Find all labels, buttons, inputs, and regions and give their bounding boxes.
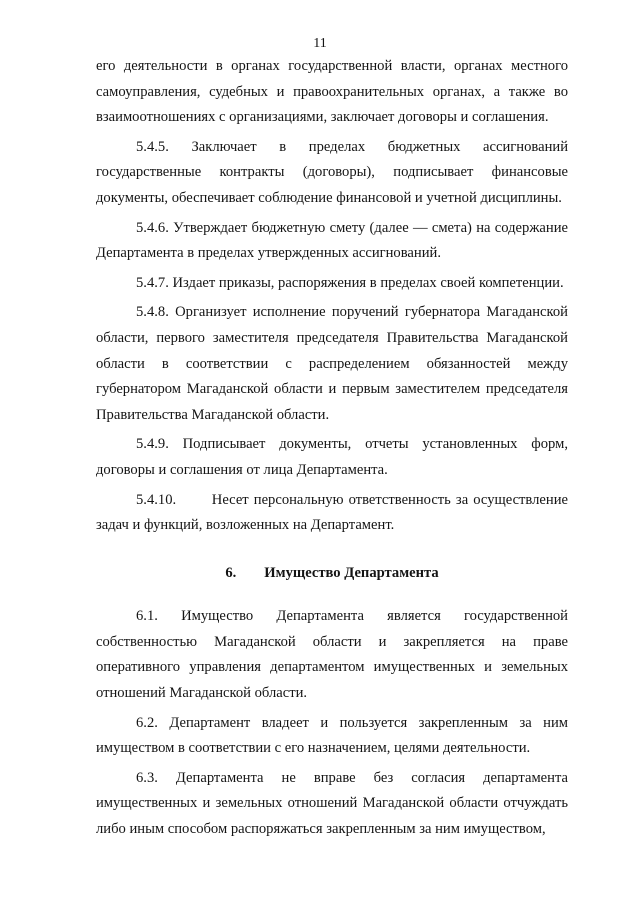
paragraph-6-1: 6.1. Имущество Департамента является государственной собственностью Магаданской области и закрепляется на праве оперативного управления департаментом имущественных и земельных отношений Магаданской области. <box>96 608 568 702</box>
document-body <box>96 54 572 843</box>
paragraph-5-4-5: 5.4.5. Заключает в пределах бюджетных ассигнований государственные контракты (договоры), подписывает финансовые документы, обеспечивает соблюдение финансовой и учетной дисциплины. <box>96 138 568 206</box>
paragraph-continuation: его деятельности в органах государственной власти, органах местного самоуправления, судебных и правоохранительных органах, а также во взаимоотношениях с организациями, заключает договоры и соглашения. <box>96 58 568 126</box>
section-number: 6. <box>225 564 237 581</box>
section-heading <box>96 561 568 587</box>
paragraph-6-2: 6.2. Департамент владеет и пользуется закрепленным за ним имуществом в соответствии с его назначением, целями деятельности. <box>96 714 568 757</box>
section-title: Имущество Департамента <box>264 564 439 581</box>
paragraph-5-4-10: 5.4.10. Несет персональную ответственность за осуществление задач и функций, возложенных на Департамент. <box>96 491 572 534</box>
paragraph-5-4-8: 5.4.8. Организует исполнение поручений губернатора Магаданской области, первого заместителя председателя Правительства Магаданской области в соответствии с распределением обязанностей между губернатором Магаданской области и первым заместителем председателя Правительства Магаданской области. <box>96 304 568 423</box>
paragraph-6-3: 6.3. Департамента не вправе без согласия департамента имущественных и земельных отношений Магаданской области отчуждать либо иным способом распоряжаться закрепленным за ним имуществом, <box>96 769 568 838</box>
paragraph-5-4-6: 5.4.6. Утверждает бюджетную смету (далее — смета) на содержание Департамента в пределах утвержденных ассигнований. <box>96 219 568 262</box>
page-number: 11 <box>313 36 327 51</box>
paragraph-5-4-9: 5.4.9. Подписывает документы, отчеты установленных форм, договоры и соглашения от лица Департамента. <box>96 436 568 478</box>
paragraph-5-4-7: 5.4.7. Издает приказы, распоряжения в пределах своей компетенции. <box>136 274 564 291</box>
